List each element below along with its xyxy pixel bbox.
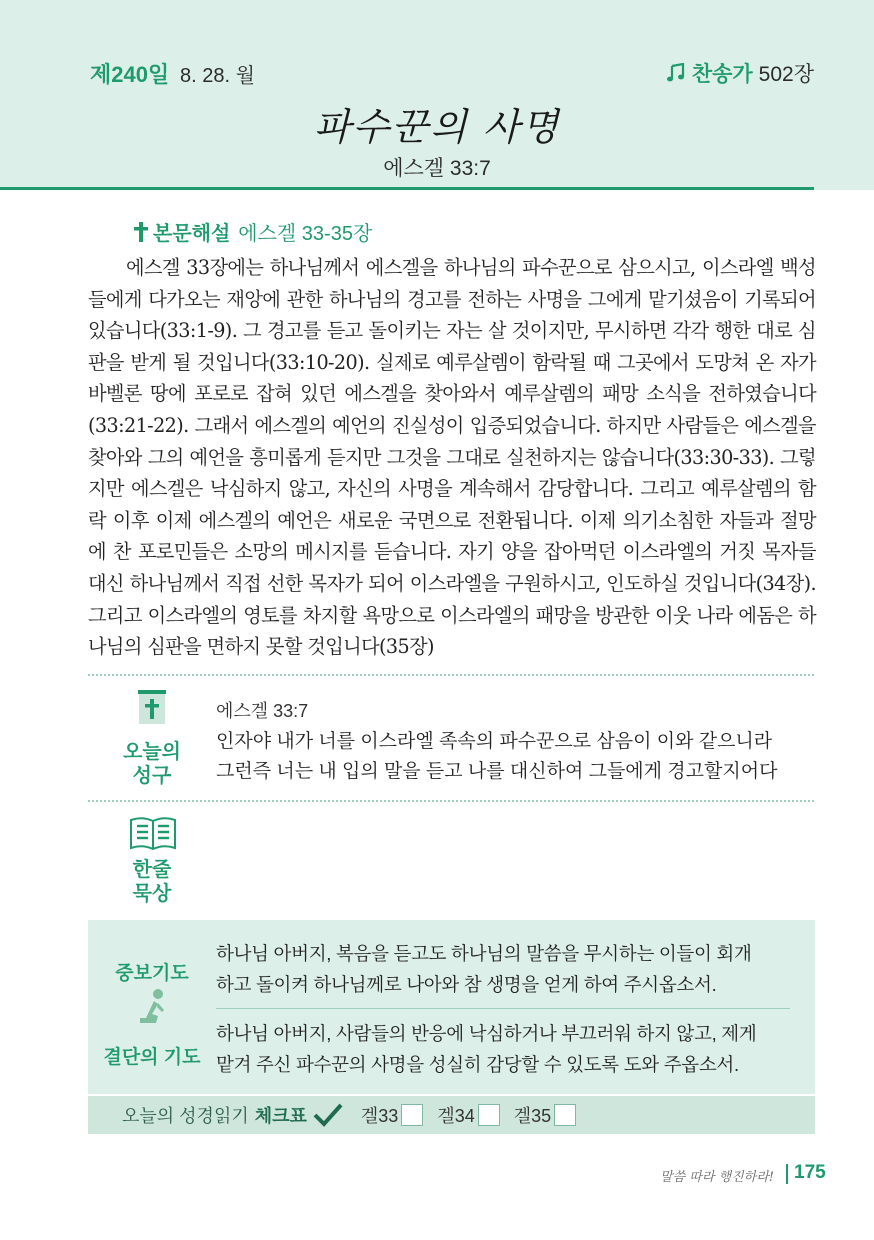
resolution-text: [216, 1018, 806, 1080]
commentary-text: 에스겔 33장에는 하나님께서 에스겔을 하나님의 파수꾼으로 삼으시고, 이스라엘 백성들에게 다가오는 재앙에 관한 하나님의 경고를 전하는 사명을 그에게 맡기셨음이 기록되어 있습니다(33:1-9). 그 경고를 듣고 돌이키는 자는 살 것이지만, 무시하면 각각 행한 대로 심판을 받게 될 것입니다(33:10-20). 실제로 예루살렘이 함락될 때 그곳에서 도망쳐 온 자가 바벨론 땅에 포로로 잡혀 있던 에스겔을 찾아와서 예루살렘의 패망 소식을 전하였습니다(33:21-22). 그래서 에스겔의 예언의 진실성이 입증되었습니다. 하지만 사람들은 에스겔을 찾아와 그의 예언을 흥미롭게 듣지만 그것을 그대로 실천하지는 않습니다(33:30-33). 그렇지만 에스겔은 낙심하지 않고, 자신의 사명을 계속해서 감당합니다. 그리고 예루살렘의 함락 이후 이제 에스겔의 예언은 새로운 국면으로 전환됩니다. 이제 의기소침한 자들과 절망에 찬 포로민들은 소망의 메시지를 듣습니다. 자기 양을 잡아먹던 이스라엘의 거짓 목자들 대신 하나님께서 직접 선한 목자가 되어 이스라엘을 구원하시고, 인도하실 것입니다(34장). 그리고 이스라엘의 영토를 차지할 욕망으로 이스라엘의 패망을 방관한 이웃 나라 에돔은 하나님의 심판을 면하지 못할 것입니다(35장): [88, 256, 816, 659]
checkbox[interactable]: [554, 1104, 576, 1126]
scripture-reference: 에스겔 33:7: [383, 157, 491, 180]
verse-line: 그런즉 너는 내 입의 말을 듣고 나를 대신하여 그들에게 경고할지어다: [216, 761, 778, 782]
praying-person-icon: [136, 988, 170, 1028]
checklist-item-label: 겔33: [360, 1106, 399, 1126]
commentary-title: 본문해설: [153, 223, 231, 245]
page-number: 175: [794, 1162, 826, 1183]
checkbox[interactable]: [478, 1104, 500, 1126]
section-divider: [88, 800, 814, 802]
reading-checklist: [88, 1096, 815, 1134]
verse-line: 인자야 내가 너를 이스라엘 족속의 파수꾼으로 삼음이 이와 같으니라: [216, 731, 773, 752]
hymn-number: 502장: [758, 63, 814, 86]
music-note-icon: [666, 63, 686, 83]
cross-icon: [134, 222, 148, 242]
checklist-item[interactable]: [514, 1102, 576, 1128]
checklist-title: 체크표: [254, 1106, 307, 1126]
date-label: 8. 28. 월: [180, 65, 255, 87]
intercession-line: 하나님 아버지, 복음을 듣고도 하나님의 말씀을 무시하는 이들이 회개: [216, 943, 752, 964]
footer-slogan: 말씀 따라 행진하라!: [660, 1170, 774, 1185]
hymn-info: [666, 58, 814, 88]
checklist-item-label: 겔34: [437, 1106, 475, 1126]
bible-cross-icon: [136, 690, 168, 726]
hymn-label: 찬송가: [691, 63, 753, 86]
today-verse-label-line1: 오늘의: [123, 741, 181, 763]
open-book-icon: [128, 816, 178, 852]
section-divider: [88, 674, 814, 676]
meditation-label-line2: 묵상: [132, 883, 172, 905]
header-divider: [0, 187, 814, 190]
today-verse-label-line2: 성구: [132, 765, 172, 787]
intercession-line: 하고 돌이켜 하나님께로 나아와 참 생명을 얻게 하여 주시옵소서.: [216, 974, 717, 995]
checkmark-icon: [313, 1103, 343, 1127]
verse-reference: 에스겔 33:7: [216, 701, 309, 721]
resolution-line: 하나님 아버지, 사람들의 반응에 낙심하거나 부끄러워 하지 않고, 제게: [216, 1023, 757, 1044]
meditation-label: [97, 858, 207, 906]
checklist-item-label: 겔35: [513, 1106, 552, 1126]
page-title: 파수꾼의 사명: [313, 105, 561, 149]
commentary-range: 에스겔 33-35장: [238, 223, 373, 245]
resolution-label: 결단의 기도: [103, 1047, 201, 1068]
intercession-label: 중보기도: [115, 963, 189, 984]
checklist-lead: 오늘의 성경읽기: [122, 1106, 249, 1126]
verse-text: [216, 727, 777, 787]
day-number: 제240일: [90, 62, 170, 87]
footer-divider: [786, 1164, 788, 1184]
intercession-text: [216, 938, 806, 1000]
today-verse-label: [97, 740, 207, 788]
checkbox[interactable]: [401, 1104, 423, 1126]
checklist-item[interactable]: [361, 1102, 423, 1128]
resolution-line: 맡겨 주신 파수꾼의 사명을 성실히 감당할 수 있도록 도와 주옵소서.: [216, 1054, 739, 1075]
commentary-heading: [134, 217, 372, 246]
meditation-label-line1: 한줄: [132, 859, 172, 881]
checklist-item[interactable]: [437, 1102, 499, 1128]
prayer-divider: [216, 1008, 790, 1009]
